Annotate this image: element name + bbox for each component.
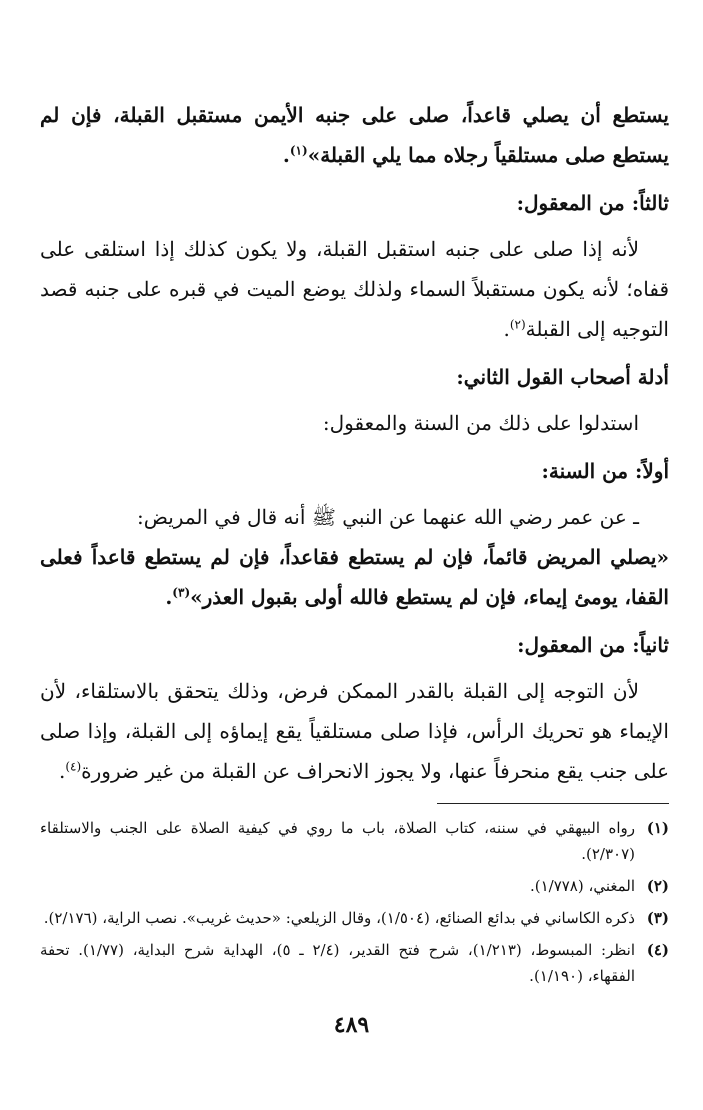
paragraph: ـ عن عمر رضي الله عنهما عن النبي ﷺ أنه قال في المريض:: [136, 505, 639, 529]
footnote-text: انظر: المبسوط، (١/٢١٣)، شرح فتح القدير، (٢/٤ ـ ٥)، الهداية شرح البداية، (١/٧٧). تحفة الفقهاء، (١/١٩٠).: [40, 941, 635, 985]
footnote: [40, 937, 669, 989]
footnote-text: ذكره الكاساني في بدائع الصنائع، (١/٥٠٤)، وقال الزيلعي: «حديث غريب». نصب الراية، (٢/١٧٦).: [43, 909, 635, 927]
section-heading: ثالثاً: من المعقول:: [516, 191, 669, 215]
section-heading: أولاً: من السنة:: [541, 459, 669, 483]
footnote: [40, 873, 669, 899]
footnote-number: (٤): [646, 941, 669, 959]
footnote-text: رواه البيهقي في سننه، كتاب الصلاة، باب ما روي في كيفية الصلاة على الجنب والاستلقاء (٢/٣٠٧).: [40, 819, 635, 863]
paragraph: استدلوا على ذلك من السنة والمعقول:: [322, 411, 639, 435]
footnotes: [40, 815, 669, 995]
paragraph: لأنه إذا صلى على جنبه استقبل القبلة، ولا يكون كذلك إذا استلقى على قفاه؛ لأنه يكون مستقبلاً السماء ولذلك يوضع الميت في قبره على جنبه قصد التوجيه إلى القبلة$^{(٢)}$.: [40, 237, 669, 341]
footnote-ref: (١): [289, 143, 308, 158]
footnote-number: (١): [646, 819, 669, 837]
footnote-text: المغني، (١/٧٧٨).: [529, 877, 635, 895]
section-heading: أدلة أصحاب القول الثاني:: [456, 365, 669, 389]
footnote-number: (٣): [646, 909, 669, 927]
footnote-number: (٢): [646, 877, 669, 895]
hadith-text: «يصلي المريض قائماً، فإن لم يستطع فقاعداً، فإن لم يستطع قاعداً فعلى القفا، يومئ إيماء، فإن لم يستطع فالله أولى بقبول العذر»$^{(٣)}$.: [40, 545, 669, 609]
footnote: [40, 905, 669, 931]
paragraph: لأن التوجه إلى القبلة بالقدر الممكن فرض، وذلك يتحقق بالاستلقاء، لأن الإيماء هو تحريك الرأس، فإذا صلى مستلقياً يقع إيماؤه إلى القبلة، وإذا صلى على جنب يقع منحرفاً عنها، ولا يجوز الانحراف عن القبلة من غير ضرورة$^{(٤)}$.: [40, 679, 669, 783]
footnote-ref: (٣): [172, 585, 191, 600]
footnote-ref: (٢): [509, 317, 526, 332]
page-number: ٤٨٩: [333, 1012, 370, 1038]
main-text: [40, 95, 669, 791]
paragraph: يستطع أن يصلي قاعداً، صلى على جنبه الأيمن مستقبل القبلة، فإن لم يستطع صلى مستلقياً رجلاه مما يلي القبلة»$^{(١)}$.: [40, 103, 669, 167]
footnote-ref: (٤): [65, 759, 82, 774]
footnote: [40, 815, 669, 867]
footnote-divider: [437, 803, 669, 804]
section-heading: ثانياً: من المعقول:: [517, 633, 669, 657]
